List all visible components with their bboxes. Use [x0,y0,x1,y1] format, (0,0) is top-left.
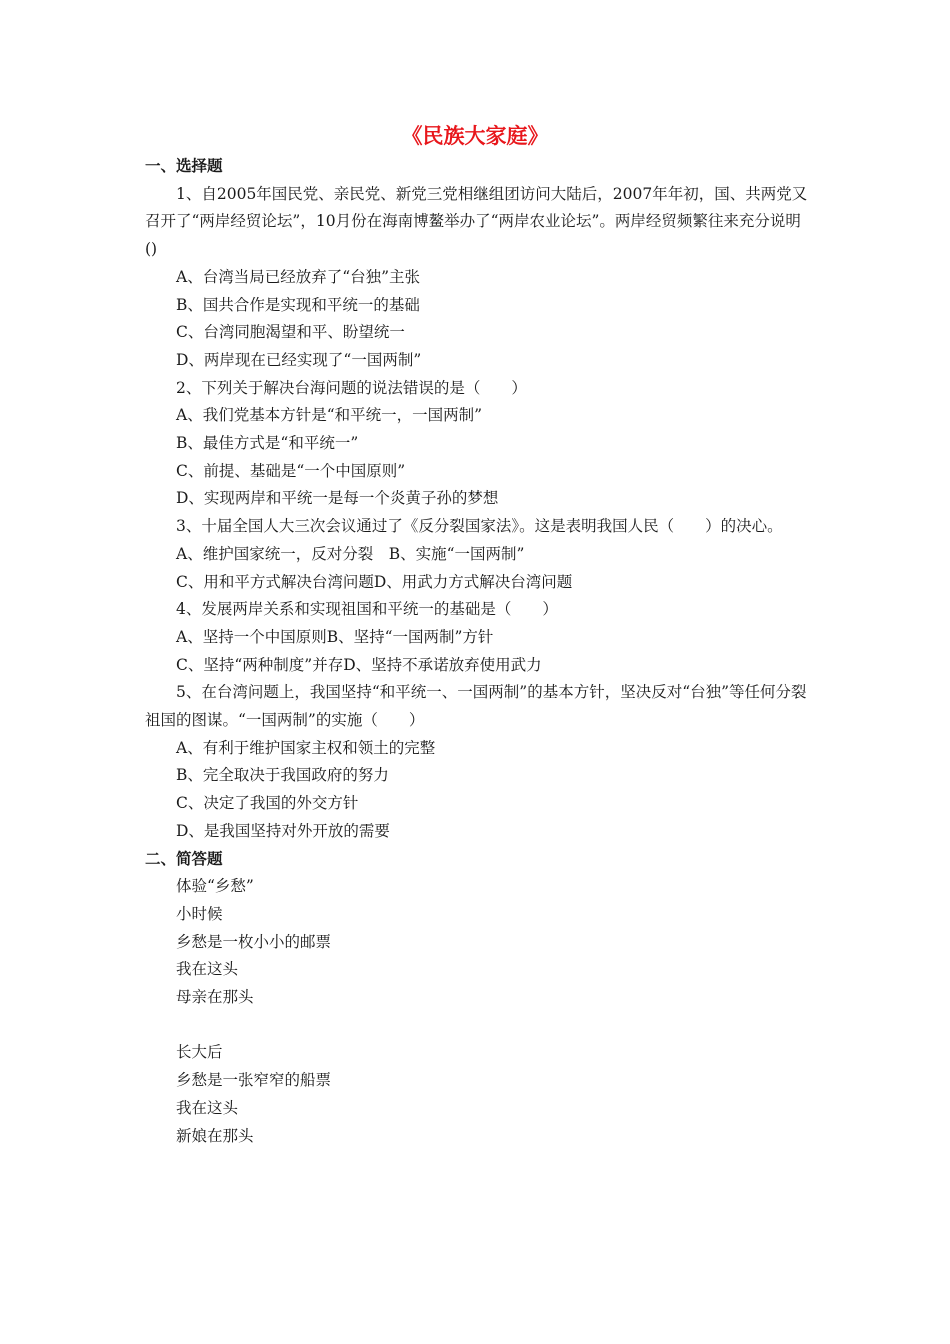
question-2-option-c: C、前提、基础是“一个中国原则” [176,461,406,480]
question-4-options-cd: C、坚持“两种制度”并存D、坚持不承诺放弃使用武力 [176,655,542,674]
question-5-option-d: D、是我国坚持对外开放的需要 [176,821,390,840]
question-3-options-cd: C、用和平方式解决台湾问题D、用武力方式解决台湾问题 [176,572,573,591]
poem-line: 长大后 [176,1043,223,1062]
document-body [145,153,810,1150]
poem-line: 我在这头 [176,960,239,979]
question-4-options-ab: A、坚持一个中国原则B、坚持“一国两制”方针 [176,627,494,646]
question-5-stem: 5、在台湾问题上，我国坚持“和平统一、一国两制”的基本方针，坚决反对“台独”等任何分裂祖国的图谋。“一国两制”的实施（ ） [145,683,807,730]
question-2-option-b: B、最佳方式是“和平统一” [176,434,359,453]
poem-title: 体验“乡愁” [176,877,254,896]
poem-line: 乡愁是一枚小小的邮票 [176,932,332,951]
question-5-option-b: B、完全取决于我国政府的努力 [176,766,389,785]
poem-line: 小时候 [176,904,223,923]
question-3-options-ab: A、维护国家统一，反对分裂 B、实施“一国两制” [176,544,525,563]
poem-line: 我在这头 [176,1098,239,1117]
question-5-option-a: A、有利于维护国家主权和领土的完整 [176,738,436,757]
question-5-option-c: C、决定了我国的外交方针 [176,794,359,813]
poem-line: 母亲在那头 [176,988,254,1007]
question-4-stem: 4、发展两岸关系和实现祖国和平统一的基础是（ ） [176,600,558,619]
section-heading-short-answer: 二、简答题 [145,849,223,868]
poem-line: 乡愁是一张窄窄的船票 [176,1071,332,1090]
poem-line: 新娘在那头 [176,1126,254,1145]
section-heading-choice: 一、选择题 [145,157,223,175]
question-1-option-b: B、国共合作是实现和平统一的基础 [176,295,420,314]
question-2-option-a: A、我们党基本方针是“和平统一，一国两制” [176,406,483,425]
document-title: 《民族大家庭》 [401,124,549,148]
question-1-option-a: A、台湾当局已经放弃了“台独”主张 [176,267,421,286]
question-2-option-d: D、实现两岸和平统一是每一个炎黄子孙的梦想 [176,489,499,508]
question-1-option-d: D、两岸现在已经实现了“一国两制” [176,350,422,369]
question-1-option-c: C、台湾同胞渴望和平、盼望统一 [176,323,405,342]
question-1-stem: 1、自2005年国民党、亲民党、新党三党相继组团访问大陆后，2007年年初，国、共两党又召开了“两岸经贸论坛”，10月份在海南博鳌举办了“两岸农业论坛”。两岸经贸频繁往来充分说明() [145,184,808,259]
stanza-gap [145,1012,810,1040]
question-2-stem: 2、下列关于解决台海问题的说法错误的是（ ） [176,378,527,397]
question-3-stem: 3、十届全国人大三次会议通过了《反分裂国家法》。这是表明我国人民（ ）的决心。 [176,517,783,536]
